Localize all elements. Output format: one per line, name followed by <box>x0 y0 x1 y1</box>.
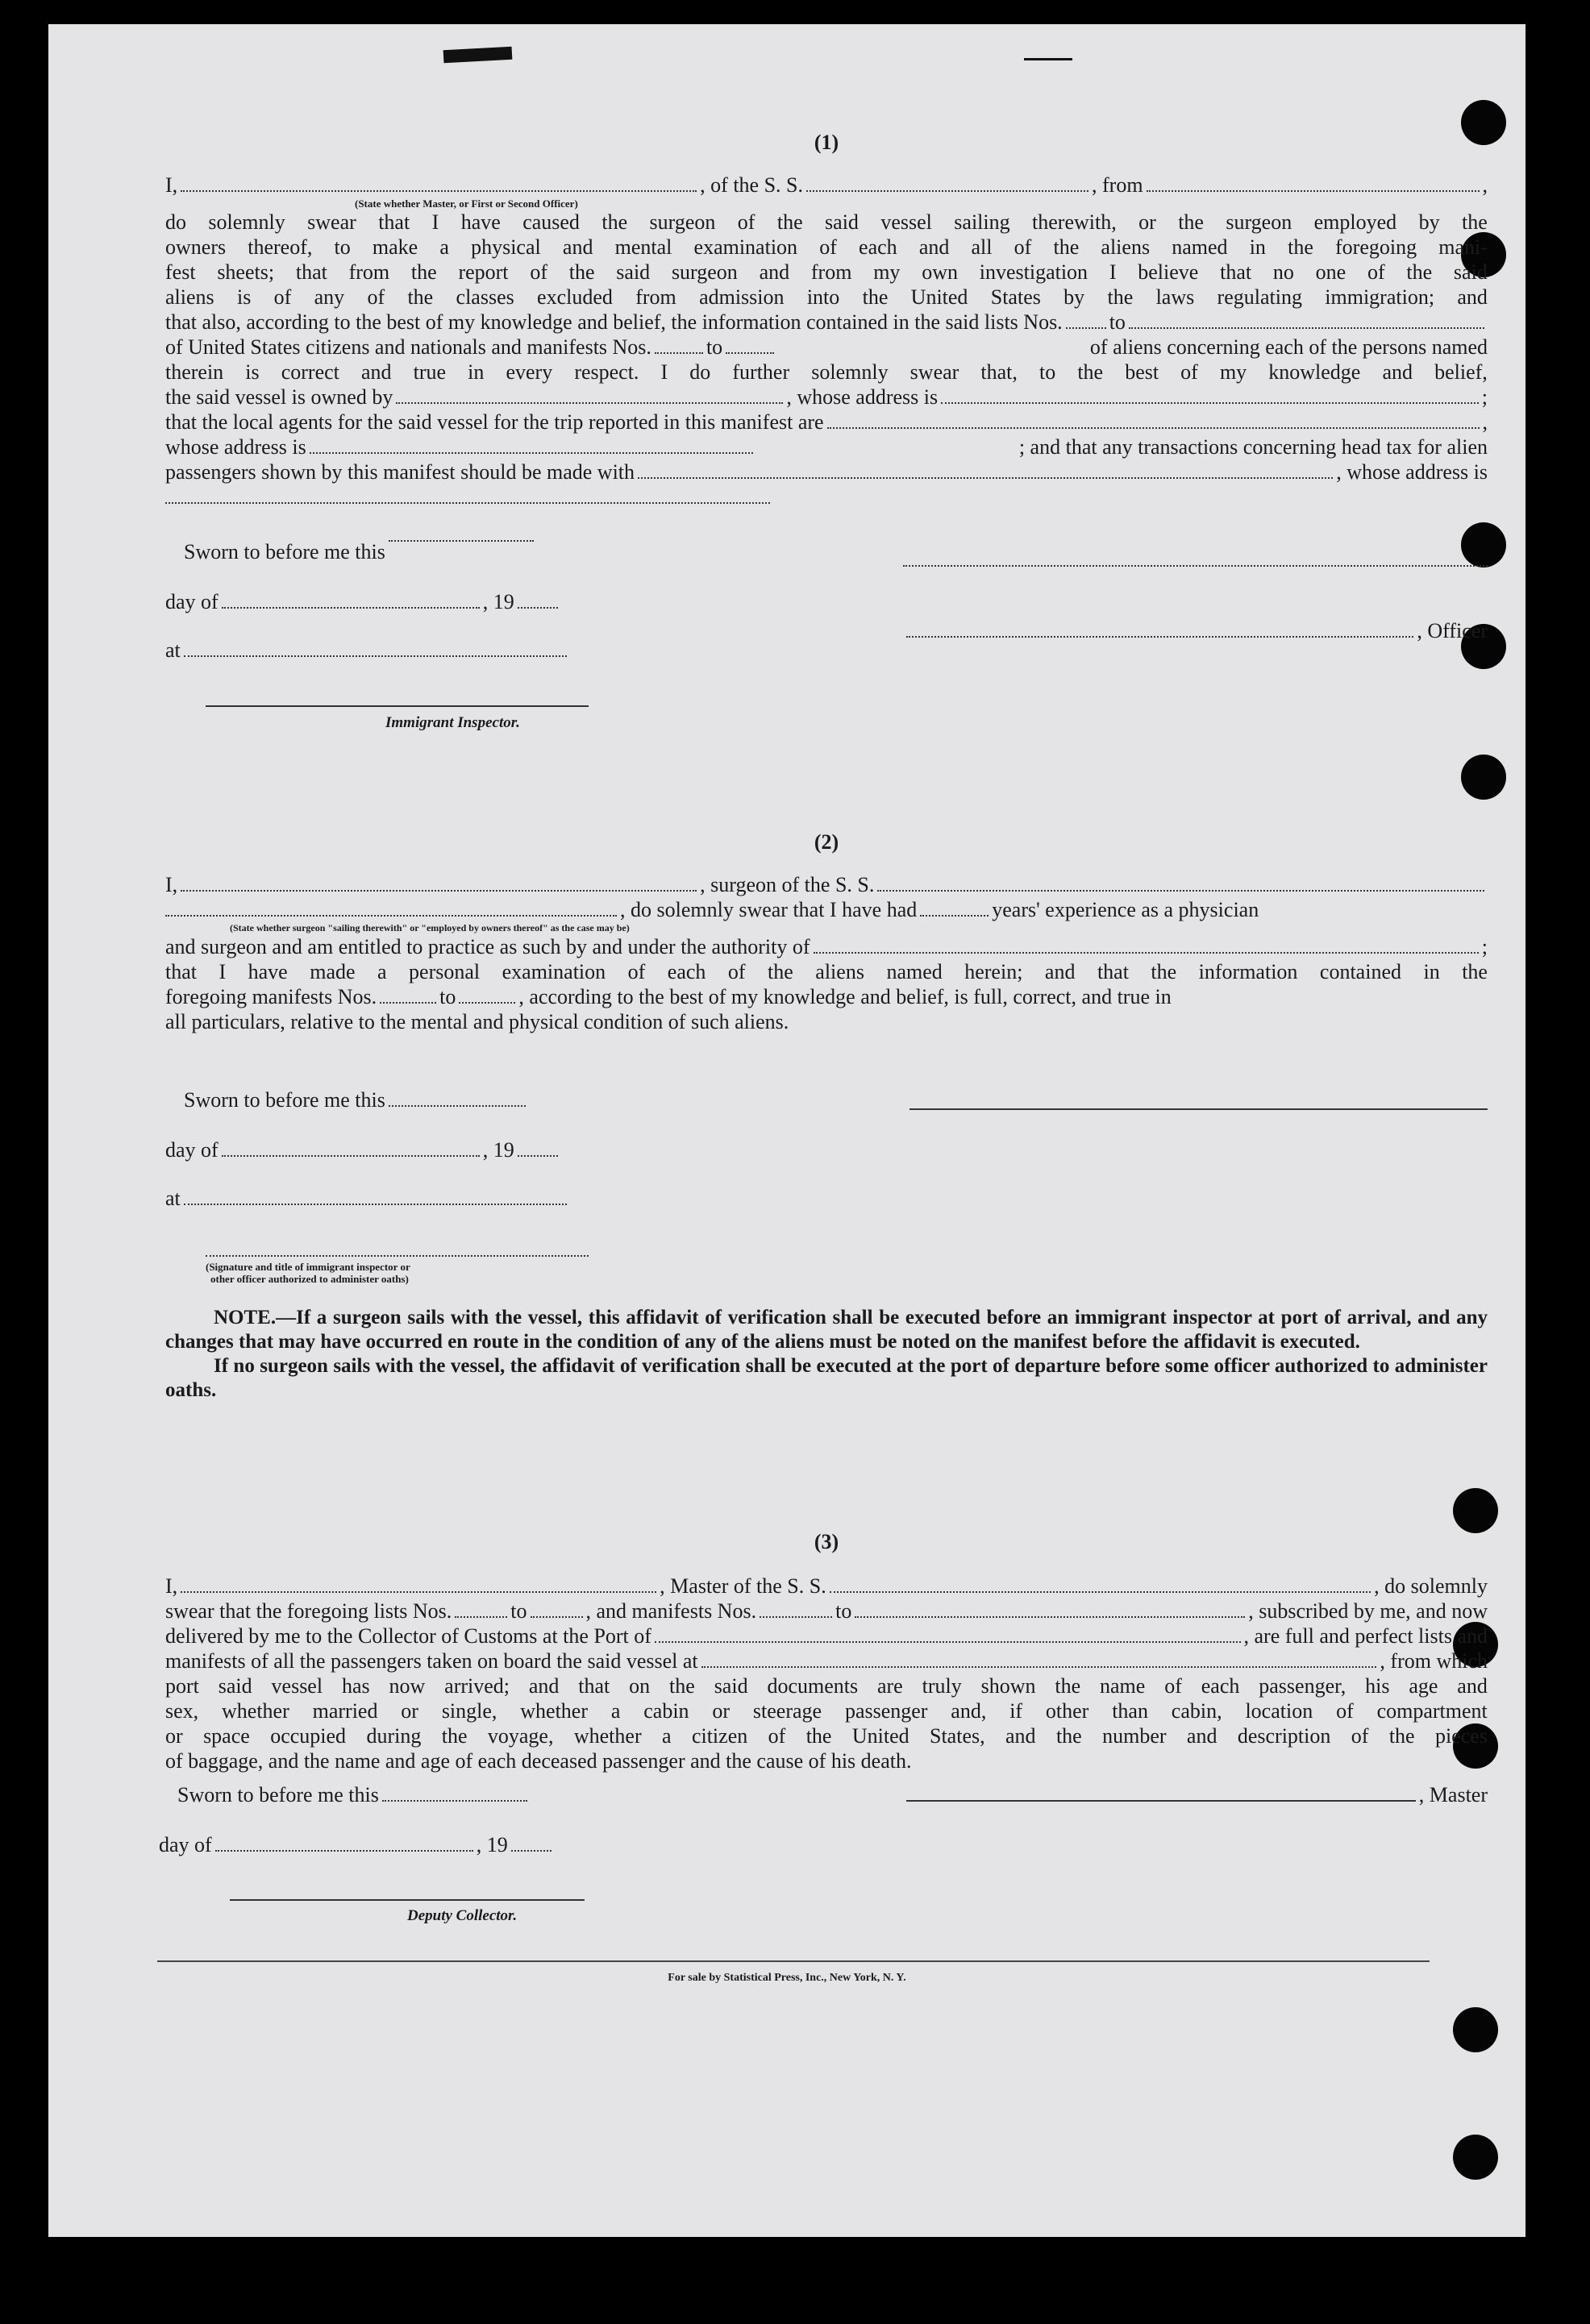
place-field[interactable] <box>184 1204 567 1205</box>
aliens-text: of aliens concerning each of the persons named <box>1089 335 1488 359</box>
officer-caption: (State whether Master, or First or Second Officer) <box>355 197 578 210</box>
manifests-line <box>165 984 1488 1009</box>
agents-field[interactable] <box>827 427 1480 429</box>
pronoun-i: I, <box>165 173 178 197</box>
master-signature-field[interactable] <box>906 1800 1416 1802</box>
citizens-line <box>165 335 1488 360</box>
at-text: at <box>165 638 181 662</box>
inspector-title: Immigrant Inspector. <box>385 714 520 731</box>
surgeon-vessel-field[interactable] <box>877 890 1484 892</box>
boarded-text: manifests of all the passengers taken on board the said vessel at <box>165 1649 698 1673</box>
year-field[interactable] <box>518 607 558 609</box>
punch-hole <box>1461 755 1506 800</box>
officer-text: , Officer <box>1417 619 1488 642</box>
top-ink-mark <box>443 47 513 63</box>
agents-address-line <box>165 434 1488 459</box>
body-line: fest sheets; that from the report of the said surgeon and from my own investigation I believe that no one of the said <box>165 260 1488 284</box>
punch-hole <box>1453 2007 1498 2052</box>
section-2-number: (2) <box>814 830 839 854</box>
passengers-text: passengers shown by this manifest should be made with <box>165 460 635 484</box>
day-of-label <box>165 1138 561 1162</box>
body-line: port said vessel has now arrived; and that on the said documents are truly shown the name of each passenger, his age and <box>165 1674 1488 1698</box>
manifests-to-field[interactable] <box>726 352 774 354</box>
punch-hole <box>1453 2135 1498 2180</box>
punch-hole <box>1461 522 1506 567</box>
body-line: sex, whether married or single, whether a cabin or steerage passenger and, if other than cabin, location of compartment <box>165 1699 1488 1723</box>
from-which-text: , from which <box>1380 1649 1488 1673</box>
whose-address-text: whose address is <box>165 435 306 459</box>
authority-text: and surgeon and am entitled to practice as such by and under the authority of <box>165 935 810 958</box>
sworn-label <box>184 1088 529 1112</box>
physician-text: years' experience as a physician <box>992 898 1259 921</box>
printer-imprint: For sale by Statistical Press, Inc., New York, N. Y. <box>668 1972 906 1984</box>
surgeon-of-ss-label: , surgeon of the S. S. <box>700 873 875 896</box>
lists-perfect-text: , are full and perfect lists and <box>1243 1624 1488 1648</box>
lists-line <box>165 1599 1488 1623</box>
lists-from-field[interactable] <box>1066 327 1106 329</box>
body-line: therein is correct and true in every respect. I do further solemnly swear that, to the best of my knowledge and belief, <box>165 360 1488 384</box>
do-solemnly-text: , do solemnly <box>1374 1574 1488 1598</box>
master-signature <box>903 1783 1488 1807</box>
agents-address-field[interactable] <box>310 452 753 454</box>
signature-caption-line: (Signature and title of immigrant inspector or <box>206 1261 410 1273</box>
address-continuation-line <box>165 484 1488 509</box>
line-end-comma: , <box>1482 173 1488 197</box>
surgeon-capacity-field[interactable] <box>165 915 617 917</box>
years-field[interactable] <box>920 915 989 917</box>
boarded-line <box>165 1648 1488 1673</box>
authority-field[interactable] <box>814 952 1479 954</box>
top-ink-mark-small <box>1024 58 1072 60</box>
to-label: to <box>706 335 723 359</box>
authority-line <box>165 934 1488 959</box>
year-field[interactable] <box>511 1850 552 1852</box>
master-vessel-field[interactable] <box>830 1591 1371 1593</box>
experience-text: , do solemnly swear that I have had <box>620 898 918 921</box>
manifests-text: foregoing manifests Nos. <box>165 985 377 1008</box>
master-of-ss-label: , Master of the S. S. <box>660 1574 826 1598</box>
agents-line <box>165 410 1488 434</box>
to-label: to <box>439 985 456 1008</box>
body-line: aliens is of any of the classes excluded from admission into the United States by the laws regulating immigration; and <box>165 285 1488 309</box>
master-line <box>165 1574 1488 1599</box>
master-text: , Master <box>1418 1783 1488 1806</box>
year-text: , 19 <box>482 1138 514 1162</box>
head-tax-party-field[interactable] <box>638 477 1333 479</box>
lists-text: swear that the foregoing lists Nos. <box>165 1599 452 1623</box>
whose-address-label: , whose address is <box>786 385 939 409</box>
pronoun-i: I, <box>165 1574 178 1598</box>
manifest-page <box>48 24 1525 2237</box>
sworn-date-field[interactable] <box>389 1105 526 1107</box>
to-label: to <box>1109 310 1126 334</box>
sworn-label <box>184 540 537 564</box>
sworn-label <box>177 1783 531 1807</box>
port-line <box>165 1623 1488 1648</box>
whose-address-label: , whose address is <box>1336 460 1488 484</box>
body-line: or space occupied during the voyage, whether a citizen of the United States, and the number and description of the pieces <box>165 1724 1488 1748</box>
manifests-from-field[interactable] <box>655 352 703 354</box>
vessel-name-field[interactable] <box>806 190 1088 192</box>
footer-rule <box>157 1960 1430 1962</box>
to-label: to <box>835 1599 852 1623</box>
month-field[interactable] <box>222 1155 480 1157</box>
manifests-text: , and manifests Nos. <box>585 1599 757 1623</box>
surgeon-name-field[interactable] <box>181 890 697 892</box>
year-field[interactable] <box>518 1155 558 1157</box>
manifests-from-field[interactable] <box>760 1616 832 1618</box>
sworn-text: Sworn to before me this <box>184 540 385 563</box>
punch-hole <box>1453 1488 1498 1533</box>
surgeon-signature-line[interactable] <box>909 1108 1488 1110</box>
agents-text: that the local agents for the said vessel for the trip reported in this manifest are <box>165 410 824 434</box>
lists-from-field[interactable] <box>455 1616 507 1618</box>
day-of-label <box>159 1833 555 1857</box>
year-text: , 19 <box>482 590 514 613</box>
to-label: to <box>510 1599 527 1623</box>
owner-field[interactable] <box>396 402 783 404</box>
year-text: , 19 <box>476 1833 508 1856</box>
day-of-text: day of <box>165 590 219 613</box>
signature-caption <box>206 1261 410 1285</box>
section-1-number: (1) <box>814 131 839 154</box>
note-paragraph-2: If no surgeon sails with the vessel, the affidavit of verification shall be executed at the port of departure before some officer authorized to administer oaths. <box>165 1355 1488 1401</box>
body-line: that I have made a personal examination of each of the aliens named herein; and that the information contained in the <box>165 960 1488 983</box>
place-field[interactable] <box>184 655 567 657</box>
at-label <box>165 638 570 663</box>
pronoun-i: I, <box>165 873 178 896</box>
at-label <box>165 1187 570 1211</box>
head-tax-address-field[interactable] <box>165 502 770 504</box>
at-text: at <box>165 1187 181 1210</box>
manifests-to-field[interactable] <box>459 1002 515 1004</box>
boarding-port-field[interactable] <box>701 1666 1377 1668</box>
master-name-field[interactable] <box>181 1591 656 1593</box>
citizens-text: of United States citizens and nationals and manifests Nos. <box>165 335 651 359</box>
surgeon-line <box>165 872 1488 897</box>
port-field[interactable] <box>655 1641 1241 1643</box>
lists-to-field[interactable] <box>1129 327 1484 329</box>
section-3-number: (3) <box>814 1530 839 1553</box>
owner-address-field[interactable] <box>941 402 1479 404</box>
body-line: do solemnly swear that I have caused the surgeon of the said vessel sailing therewith, or the surgeon employed by the <box>165 210 1488 234</box>
manifests-to-field[interactable] <box>855 1616 1245 1618</box>
signature-caption-line: other officer authorized to administer oaths) <box>210 1273 409 1285</box>
semicolon: ; <box>1481 385 1488 409</box>
deputy-signature-line[interactable] <box>230 1899 585 1901</box>
sworn-date-field[interactable] <box>382 1800 527 1802</box>
from-label: , from <box>1092 173 1143 197</box>
comma: , <box>1482 410 1488 434</box>
officer-line <box>165 173 1488 197</box>
surgeon-caption: (State whether surgeon "sailing therewith" or "employed by owners thereof" as the case may be) <box>230 922 630 933</box>
owned-text: the said vessel is owned by <box>165 385 393 409</box>
belief-text: , according to the best of my knowledge and belief, is full, correct, and true in <box>518 985 1172 1008</box>
lists-line <box>165 310 1488 335</box>
officer-signature-field[interactable] <box>906 636 1413 638</box>
deponent-signature-line[interactable] <box>903 565 1488 567</box>
section-1-oath <box>165 173 1488 509</box>
lists-text: that also, according to the best of my knowledge and belief, the information contained in the said lists Nos. <box>165 310 1063 334</box>
experience-line <box>165 897 1488 922</box>
body-line: all particulars, relative to the mental and physical condition of such aliens. <box>165 1010 789 1033</box>
month-field[interactable] <box>222 607 480 609</box>
sworn-text: Sworn to before me this <box>177 1783 379 1806</box>
day-of-text: day of <box>165 1138 219 1162</box>
body-line: owners thereof, to make a physical and mental examination of each and all of the aliens named in the foregoing mani- <box>165 235 1488 259</box>
inspector-signature-line[interactable] <box>206 705 589 707</box>
passengers-line <box>165 459 1488 484</box>
officer-signature <box>903 619 1488 643</box>
deputy-title: Deputy Collector. <box>407 1907 518 1924</box>
section-2-oath <box>165 872 1488 1034</box>
lists-to-field[interactable] <box>531 1616 583 1618</box>
manifests-from-field[interactable] <box>380 1002 436 1004</box>
day-of-text: day of <box>159 1833 212 1856</box>
officer-name-field[interactable] <box>181 190 697 192</box>
departure-port-field[interactable] <box>1147 190 1480 192</box>
section-3-oath <box>165 1574 1488 1773</box>
semicolon: ; <box>1481 935 1488 958</box>
subscribed-text: , subscribed by me, and now <box>1248 1599 1488 1623</box>
body-line: of baggage, and the name and age of each deceased passenger and the cause of his death. <box>165 1749 912 1773</box>
note <box>165 1306 1488 1403</box>
note-paragraph-1: NOTE.—If a surgeon sails with the vessel, this affidavit of verification shall be executed before an immigrant inspector at port of arrival, and any changes that may have occurred en route in the condition of any of the aliens must be noted on the manifest before the affidavit is executed. <box>165 1307 1488 1353</box>
day-of-label <box>165 590 561 614</box>
head-tax-text: ; and that any transactions concerning head tax for alien <box>1018 435 1488 459</box>
month-field[interactable] <box>215 1850 473 1852</box>
inspector-signature-line[interactable] <box>206 1255 589 1257</box>
owner-line <box>165 385 1488 410</box>
collector-text: delivered by me to the Collector of Customs at the Port of <box>165 1624 651 1648</box>
of-ss-label: , of the S. S. <box>700 173 804 197</box>
sworn-date-field[interactable] <box>389 540 534 542</box>
sworn-text: Sworn to before me this <box>184 1088 385 1112</box>
